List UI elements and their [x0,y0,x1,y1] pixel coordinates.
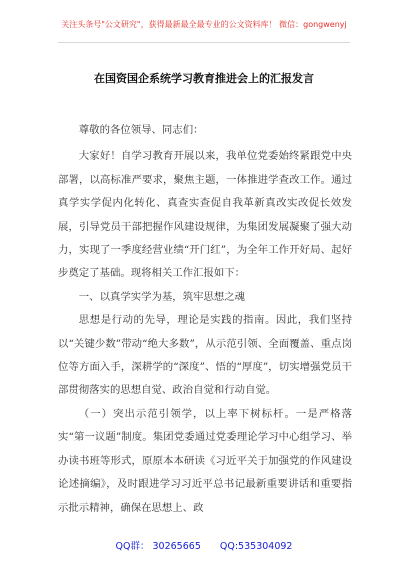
salutation: 尊敬的各位领导、同志们： [78,124,204,136]
header-divider [58,42,350,43]
qq-label: QQ:535304092 [219,541,293,552]
section-heading-1: 一、以真学实学为基，筑牢思想之魂 [78,290,246,303]
footer-contact [0,538,408,552]
document-body [58,119,352,520]
paragraph-subsection-1: （一）突出示范引领学，以上率下树标杆。一是严格落实“第一议题”制度。集团党委通过党委理论学习中心组学习、举办读书班等形式，原原本本研读《习近平关于加强党的作风建设论述摘编》，及时跟进学习习近平总书记最新重要讲话和重要指示批示精神，确保在思想上、政 [58,407,352,514]
paragraph-opening: 大家好！自学习教育开展以来，我单位党委始终紧跟党中央部署，以高标准严要求，聚焦主题，一体推进学查改工作。通过真学实学促内化转化、真查实查促自我革新真改实改促长效发展，引导党员干部把握作风建设规律，为集团发展凝聚了强大动力，实现了一季度经营业绩“开门红”，为全年工作开好局、起好步奠定了基础。现将相关工作汇报如下： [58,150,352,280]
header-promo-note: 关注头条号"公文研究"，获得最新最全最专业的公文资料库！ 微信：gongwenyj [61,20,347,29]
paragraph-thinking: 思想是行动的先导，理论是实践的指南。因此，我们坚持以“关键少数”带动“绝大多数”，从示范引领、全面覆盖、重点岗位等方面入手，深耕学的“深度”、悟的“厚度”，切实增强党员干部贯彻落实的思想自觉、政治自觉和行动自觉。 [58,314,352,397]
document-title: 在国资国企系统学习教育推进会上的汇报发言 [94,72,314,85]
qq-group-label: QQ群： 30265665 [115,541,201,552]
